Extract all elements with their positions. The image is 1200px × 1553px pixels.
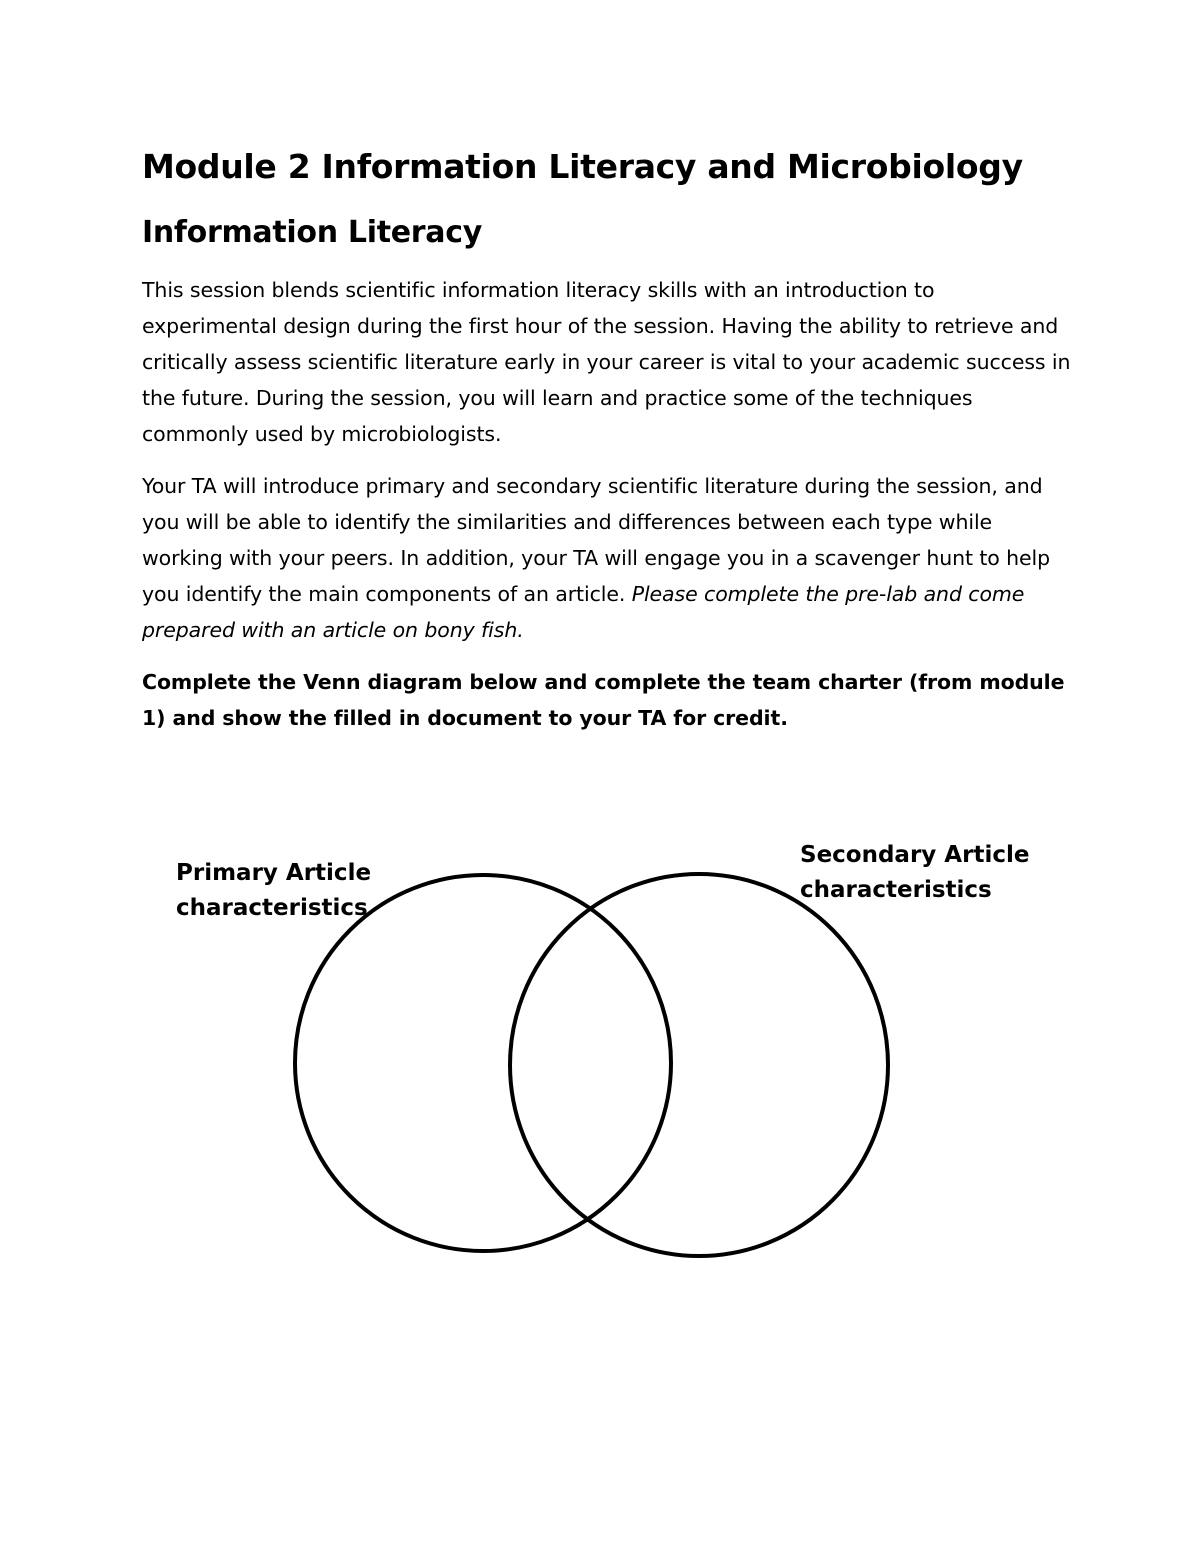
- ta-paragraph: [142, 468, 1072, 648]
- page-title: Module 2 Information Literacy and Microbiology: [142, 147, 1023, 186]
- venn-left-label: [176, 856, 371, 926]
- intro-paragraph: This session blends scientific information literacy skills with an introduction to experimental design during the first hour of the session. Having the ability to retrieve and critically assess scientific literature early in your career is vital to your academic success in the future. During the session, you will learn and practice some of the techniques commonly used by microbiologists.: [142, 278, 1071, 446]
- venn-right-label-line2: characteristics: [800, 877, 992, 903]
- ta-paragraph-italic: Please complete the pre-lab and come prepared with an article on bony fish.: [142, 582, 1025, 642]
- venn-right-label-line1: Secondary Article: [800, 842, 1030, 868]
- venn-right-label: [800, 838, 1029, 908]
- instruction-paragraph: Complete the Venn diagram below and complete the team charter (from module 1) and show the filled in document to your TA for credit.: [142, 670, 1065, 730]
- document-body: [142, 140, 1072, 736]
- venn-left-label-line2: characteristics: [176, 895, 368, 921]
- venn-right-circle: [510, 874, 888, 1256]
- venn-left-label-line1: Primary Article: [176, 860, 372, 886]
- section-heading: Information Literacy: [142, 215, 482, 250]
- ta-paragraph-text: Your TA will introduce primary and secondary scientific literature during the session, and you will be able to identify the similarities and differences between each type while working with your peers. In addition, your TA will engage you in a scavenger hunt to help you identify the main components of an article.: [142, 474, 1051, 606]
- venn-left-circle: [295, 875, 671, 1251]
